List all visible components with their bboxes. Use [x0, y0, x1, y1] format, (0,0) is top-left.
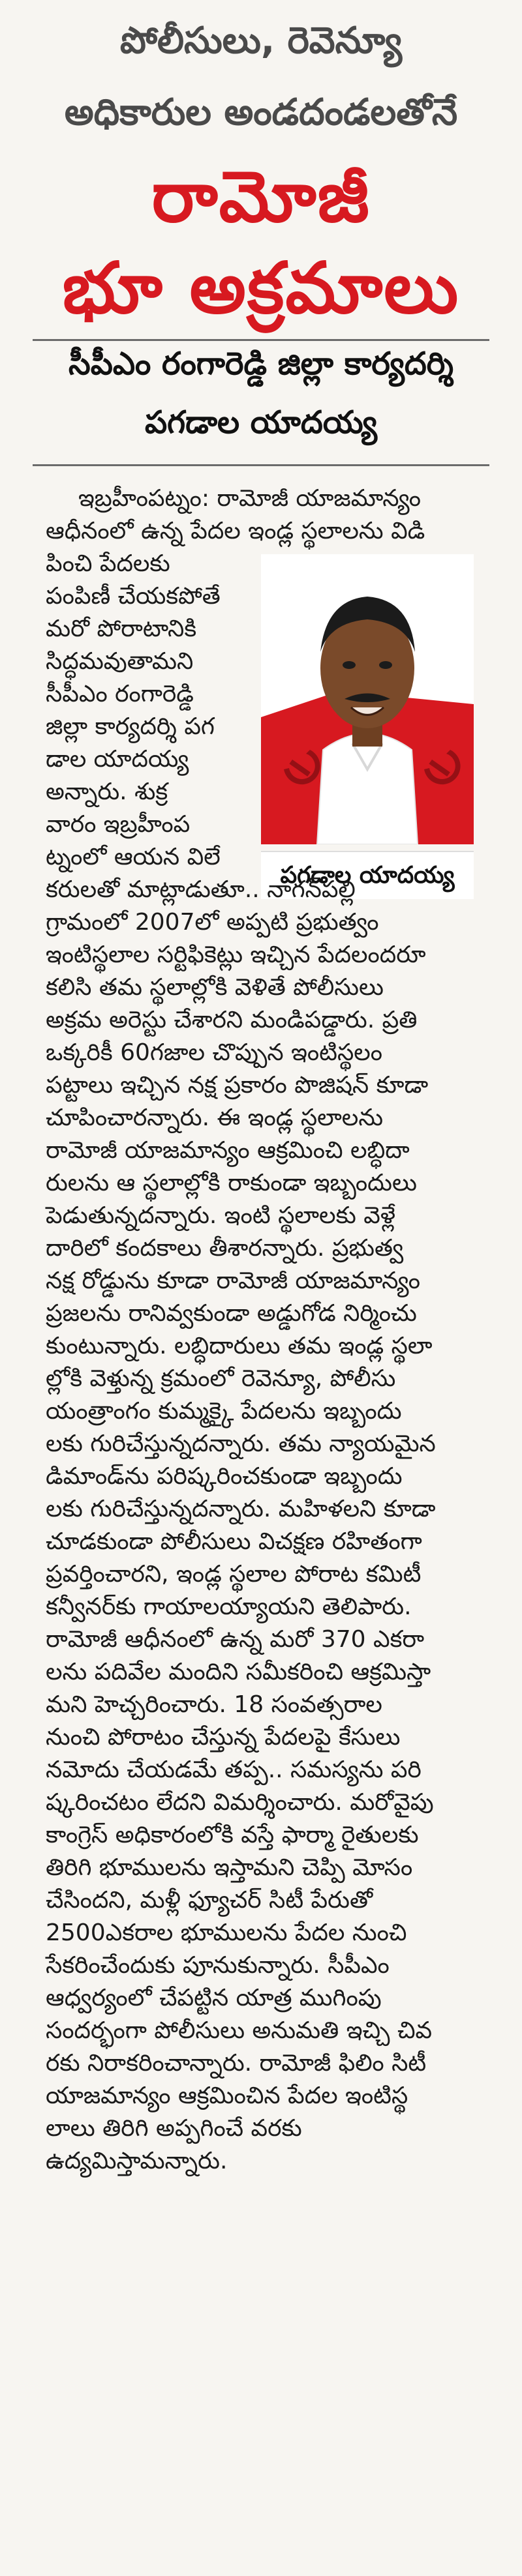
- article-line: నక్ష రోడ్డును కూడా రామోజీ యాజమాన్యం: [46, 1267, 421, 1294]
- article-line: 2500ఎకరాల భూములను పేదల నుంచి: [46, 1919, 407, 1946]
- article-line: రకు నిరాకరించాన్నారు. రామోజీ ఫిలిం సిటీ: [46, 2050, 427, 2077]
- article-line: అక్రమ అరెస్టు చేశారని మండిపడ్డారు. ప్రతి: [46, 1007, 418, 1033]
- article-line: ఆధ్వర్యంలో చేపట్టిన యాత్ర ముగింపు: [46, 1985, 382, 2011]
- article-line: లను పదివేల మందిని సమీకరించి ఆక్రమిస్తా: [46, 1659, 431, 1685]
- divider-top: [33, 339, 489, 341]
- article-line: రామోజీ యాజమాన్యం ఆక్రమించి లబ్ధిదా: [46, 1137, 410, 1164]
- subhead-line-1: సీపీఎం రంగారెడ్డి జిల్లా కార్యదర్శి: [69, 346, 453, 382]
- article-line: రులను ఆ స్థలాల్లోకి రాకుండా ఇబ్బందులు: [46, 1170, 417, 1196]
- article-line: సిద్ధమవుతామని: [46, 648, 194, 675]
- article-line: దారిలో కందకాలు తీశారన్నారు. ప్రభుత్వ: [46, 1235, 404, 1262]
- author-photo: [261, 554, 474, 844]
- article-line: ఉద్యమిస్తామన్నారు.: [46, 2148, 228, 2174]
- article-line: సేకరించేందుకు పూనుకున్నారు. సీపీఎం: [46, 1952, 390, 1979]
- article-line: ప్రవర్తించారని, ఇండ్ల స్థలాల పోరాట కమిటీ: [46, 1561, 422, 1588]
- article-line: మరో పోరాటానికి: [46, 615, 197, 642]
- article-line: చూపించారన్నారు. ఈ ఇండ్ల స్థలాలను: [46, 1104, 384, 1131]
- article-line: జిల్లా కార్యదర్శి పగ: [46, 713, 215, 740]
- article-line: ఇంటిస్థలాల సర్టిఫికెట్లు ఇచ్చిన పేదలందరూ: [46, 941, 426, 968]
- article-line: చేసిందని, మళ్లీ ఫ్యూచర్ సిటీ పేరుతో: [46, 1887, 373, 1914]
- headline-line-1: రామోజీ: [151, 156, 371, 238]
- article-line: నుంచి పోరాటం చేస్తున్న పేదలపై కేసులు: [46, 1724, 401, 1751]
- article-line: పట్టాలు ఇచ్చిన నక్ష ప్రకారం పొజిషన్ కూడా: [46, 1072, 429, 1099]
- article-line: కరులతో మాట్లాడుతూ.. నాగన్‌పల్లి: [46, 876, 356, 903]
- article-line: పంపిణీ చేయకపోతే: [46, 583, 221, 610]
- article-line: గ్రామంలో 2007లో అప్పటి ప్రభుత్వం: [46, 909, 379, 936]
- article-line: ట్నంలో ఆయన విలే: [46, 844, 221, 870]
- divider-bottom: [33, 464, 489, 466]
- article-line: యాజమాన్యం ఆక్రమించిన పేదల ఇంటిస్థ: [46, 2082, 408, 2109]
- article-line: లకు గురిచేస్తున్నదన్నారు. మహిళలని కూడా: [46, 1496, 436, 1522]
- photo-caption: పగడాల యాదయ్య: [261, 851, 474, 899]
- article-line: ప్రజలను రానివ్వకుండా అడ్డుగోడ నిర్మించు: [46, 1300, 417, 1327]
- headline-line-2: భూ అక్రమాలు: [62, 248, 460, 329]
- subhead-line-2: పగడాల యాదయ్య: [144, 404, 378, 441]
- article-line: ష్కరించటం లేదని విమర్శించారు. మరోవైపు: [46, 1789, 434, 1816]
- article-line: డిమాండ్‌ను పరిష్కరించకుండా ఇబ్బందు: [46, 1463, 403, 1490]
- article-line: నమోదు చేయడమే తప్ప.. సమస్యను పరి: [46, 1756, 422, 1783]
- article-line: తిరిగి భూములను ఇస్తామని చెప్పి మోసం: [46, 1854, 413, 1881]
- article-line: రామోజీ ఆధీనంలో ఉన్న మరో 370 ఎకరా: [46, 1626, 425, 1653]
- article-line: ల్లోకి వెళ్తున్న క్రమంలో రెవెన్యూ, పోలీసు: [46, 1365, 396, 1392]
- article-line: ఇబ్రహీంపట్నం: రామోజీ యాజమాన్యం: [78, 485, 422, 512]
- article-line: లాలు తిరిగి అప్పగించే వరకు: [46, 2115, 302, 2142]
- kicker-line-2: అధికారుల అండదండలతోనే: [64, 91, 458, 134]
- kicker-line-1: పోలీసులు, రెవెన్యూ: [120, 20, 402, 62]
- article-line: వారం ఇబ్రహీంప: [46, 811, 191, 838]
- article-line: పించి పేదలకు: [46, 550, 170, 577]
- article-line: సందర్భంగా పోలీసులు అనుమతి ఇచ్చి చివ: [46, 2017, 433, 2044]
- article-line: యంత్రాంగం కుమ్మక్కై పేదలను ఇబ్బందు: [46, 1398, 402, 1425]
- article-line: ఒక్కరికీ 60గజాల చొప్పున ఇంటిస్థలం: [46, 1039, 382, 1066]
- article-line: ఆధీనంలో ఉన్న పేదల ఇండ్ల స్థలాలను విడి: [46, 518, 425, 544]
- article-line: అన్నారు. శుక్ర: [46, 778, 168, 805]
- article-line: కలిసి తమ స్థలాల్లోకి వెళితే పోలీసులు: [46, 974, 384, 1001]
- article-line: సీపీఎం రంగారెడ్డి: [46, 681, 194, 707]
- article-line: పెడుతున్నదన్నారు. ఇంటి స్థలాలకు వెళ్లే: [46, 1202, 396, 1229]
- article-line: లకు గురిచేస్తున్నదన్నారు. తమ న్యాయమైన: [46, 1430, 436, 1457]
- article-line: కన్వీనర్‌కు గాయాలయ్యాయని తెలిపారు.: [46, 1593, 412, 1620]
- article-line: చూడకుండా పోలీసులు విచక్షణ రహితంగా: [46, 1528, 422, 1555]
- article-line: మని హెచ్చరించారు. 18 సంవత్సరాల: [46, 1691, 382, 1718]
- article-line: డాల యాదయ్య: [46, 746, 189, 773]
- portrait-icon: [261, 554, 474, 844]
- article-line: కాంగ్రెస్ అధికారంలోకి వస్తే ఫార్మా రైతులకు: [46, 1822, 419, 1848]
- article-line: కుంటున్నారు. లబ్ధిదారులు తమ ఇండ్ల స్థలా: [46, 1333, 433, 1359]
